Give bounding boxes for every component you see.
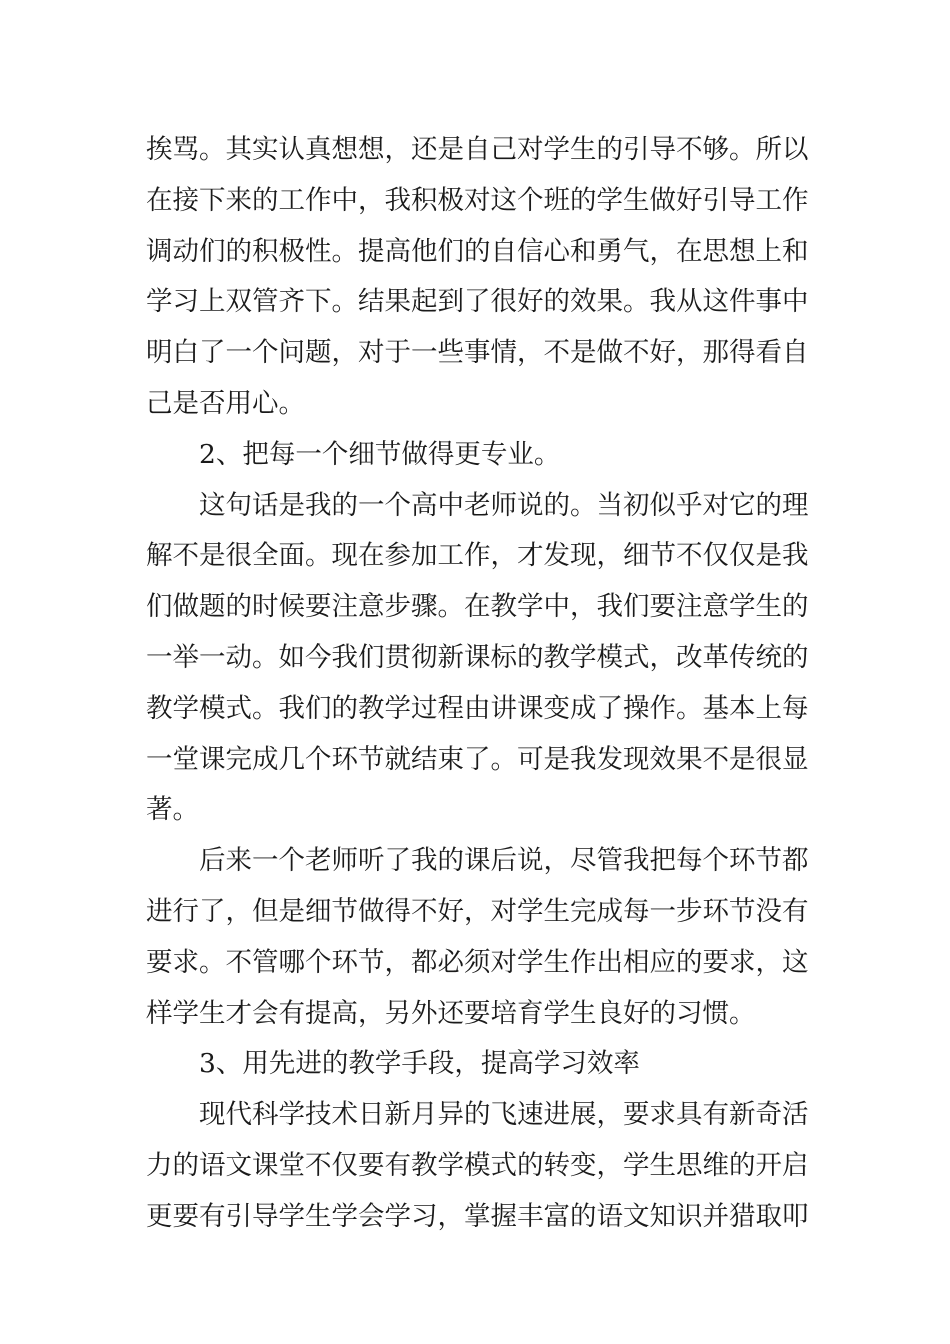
text-line: 更要有引导学生学会学习，掌握丰富的语文知识并猎取叩: [146, 1200, 809, 1232]
text-line: 力的语文课堂不仅要有教学模式的转变，学生思维的开启: [146, 1149, 809, 1181]
text-line: 明白了一个问题，对于一些事情，不是做不好，那得看自: [146, 337, 809, 369]
text-line: 这句话是我的一个高中老师说的。当初似乎对它的理: [199, 489, 809, 521]
text-line: 现代科学技术日新月异的飞速进展，要求具有新奇活: [199, 1099, 809, 1131]
section-heading: 3、用先进的教学手段，提高学习效率: [199, 1048, 640, 1080]
text-line: 学习上双管齐下。结果起到了很好的效果。我从这件事中: [146, 286, 809, 318]
text-line: 著。: [146, 794, 199, 826]
text-line: 一堂课完成几个环节就结束了。可是我发现效果不是很显: [146, 743, 809, 775]
text-line: 挨骂。其实认真想想，还是自己对学生的引导不够。所以: [146, 134, 809, 165]
text-line: 进行了，但是细节做得不好，对学生完成每一步环节没有: [146, 895, 809, 927]
text-line: 样学生才会有提高，另外还要培育学生良好的习惯。: [146, 997, 756, 1029]
text-line: 己是否用心。: [146, 387, 305, 419]
text-line: 解不是很全面。现在参加工作，才发现，细节不仅仅是我: [146, 540, 809, 572]
text-line: 一举一动。如今我们贯彻新课标的教学模式，改革传统的: [146, 641, 809, 673]
text-line: 调动们的积极性。提高他们的自信心和勇气，在思想上和: [146, 235, 809, 267]
text-line: 教学模式。我们的教学过程由讲课变成了操作。基本上每: [146, 692, 809, 724]
body-text: [146, 125, 809, 1243]
text-line: 后来一个老师听了我的课后说，尽管我把每个环节都: [199, 845, 809, 877]
text-line: 们做题的时候要注意步骤。在教学中，我们要注意学生的: [146, 591, 809, 623]
text-line: 要求。不管哪个环节，都必须对学生作出相应的要求，这: [146, 946, 809, 978]
text-line: 在接下来的工作中，我积极对这个班的学生做好引导工作: [146, 184, 809, 216]
section-heading: 2、把每一个细节做得更专业。: [199, 438, 561, 470]
